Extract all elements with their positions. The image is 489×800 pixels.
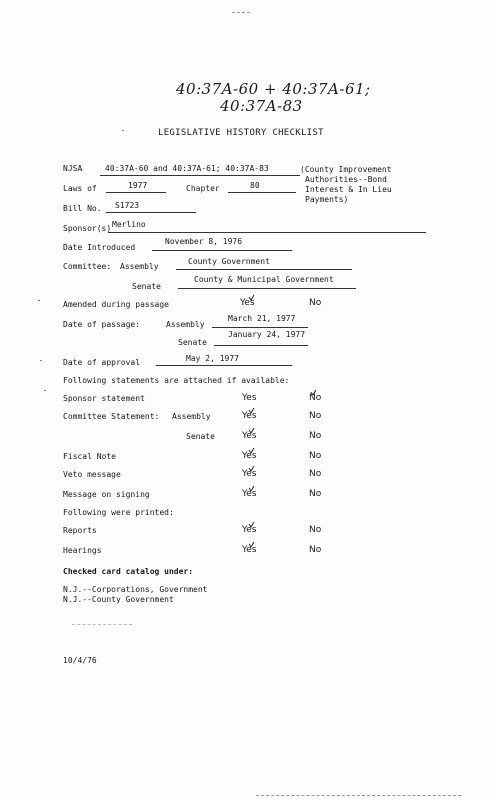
bill-underline bbox=[106, 212, 196, 213]
bottom-edge-mark bbox=[256, 795, 461, 796]
njsa-value: 40:37A-60 and 40:37A-61; 40:37A-83 bbox=[105, 164, 269, 173]
chapter-value: 80 bbox=[250, 181, 260, 190]
printed-heading: Following were printed: bbox=[63, 508, 174, 517]
laws-value: 1977 bbox=[128, 181, 148, 190]
committee-assembly-no: No bbox=[309, 411, 322, 421]
committee-statement-label: Committee Statement: bbox=[63, 412, 160, 421]
sponsor-statement-label: Sponsor statement bbox=[63, 394, 145, 403]
committee-assembly-label: Assembly bbox=[120, 262, 159, 271]
passage-senate-label: Senate bbox=[178, 338, 207, 347]
fiscal-note-no: No bbox=[309, 451, 322, 461]
page-title: LEGISLATIVE HISTORY CHECKLIST bbox=[158, 128, 324, 138]
message-on-signing-label: Message on signing bbox=[63, 490, 150, 499]
committee-statement-senate: Senate bbox=[186, 432, 215, 441]
veto-message-label: Veto message bbox=[63, 470, 121, 479]
passage-assembly-date: March 21, 1977 bbox=[228, 314, 296, 323]
handwritten-citation-line1: 40:37A-60 + 40:37A-61; bbox=[176, 80, 371, 98]
njsa-underline bbox=[100, 175, 300, 176]
committee-statement-assembly: Assembly bbox=[172, 412, 211, 421]
committee-assembly-value: County Government bbox=[188, 257, 270, 266]
scan-speck bbox=[122, 130, 124, 131]
hearings-label: Hearings bbox=[63, 546, 102, 555]
committee-senate-no: No bbox=[309, 431, 322, 441]
scan-speck bbox=[40, 360, 42, 361]
committee-assembly-underline bbox=[176, 269, 352, 270]
scan-smudge bbox=[72, 624, 132, 625]
catalog-line-1: N.J.--Corporations, Government bbox=[63, 585, 208, 594]
date-introduced-label: Date Introduced bbox=[63, 243, 136, 252]
amended-label: Amended during passage bbox=[63, 300, 169, 309]
sponsor-value: Merlino bbox=[112, 220, 146, 229]
message-on-signing-yes: Yes bbox=[242, 489, 257, 499]
committee-senate-underline bbox=[178, 288, 356, 289]
sponsor-label: Sponsor(s) bbox=[63, 224, 112, 233]
sponsor-underline bbox=[108, 232, 426, 233]
passage-assembly-underline bbox=[212, 327, 308, 328]
catalog-line-2: N.J.--County Government bbox=[63, 595, 174, 604]
reports-label: Reports bbox=[63, 526, 97, 535]
committee-assembly-yes: Yes bbox=[242, 411, 257, 421]
statements-heading: Following statements are attached if available: bbox=[63, 376, 290, 385]
description-line-2: Authorities--Bond bbox=[305, 175, 387, 184]
committee-senate-yes: Yes bbox=[242, 431, 257, 441]
hearings-yes: Yes bbox=[242, 545, 257, 555]
catalog-heading: Checked card catalog under: bbox=[63, 567, 194, 576]
veto-message-yes: Yes bbox=[242, 469, 257, 479]
amended-no: No bbox=[309, 298, 322, 308]
date-introduced-underline bbox=[152, 250, 292, 251]
laws-underline bbox=[106, 192, 166, 193]
committee-senate-label: Senate bbox=[132, 282, 161, 291]
scan-speck bbox=[38, 300, 40, 301]
committee-senate-value: County & Municipal Government bbox=[194, 275, 334, 284]
date-of-passage-label: Date of passage: bbox=[63, 320, 141, 329]
sponsor-statement-no: No bbox=[309, 393, 322, 403]
fiscal-note-yes: Yes bbox=[242, 451, 257, 461]
reports-yes: Yes bbox=[242, 525, 257, 535]
chapter-underline bbox=[228, 192, 296, 193]
date-of-approval-value: May 2, 1977 bbox=[186, 354, 239, 363]
laws-label: Laws of bbox=[63, 184, 97, 193]
description-line-3: Interest & In Lieu bbox=[305, 185, 392, 194]
handwritten-citation-line2: 40:37A-83 bbox=[220, 97, 303, 115]
committee-label: Committee: bbox=[63, 262, 112, 271]
description-line-1: (County Improvement bbox=[300, 165, 392, 174]
message-on-signing-no: No bbox=[309, 489, 322, 499]
bill-value: S1723 bbox=[115, 201, 140, 210]
passage-senate-date: January 24, 1977 bbox=[228, 330, 306, 339]
reports-no: No bbox=[309, 525, 322, 535]
date-introduced-value: November 8, 1976 bbox=[165, 237, 243, 246]
amended-yes: Yes bbox=[240, 298, 255, 308]
description-line-4: Payments) bbox=[305, 195, 349, 204]
passage-senate-underline bbox=[214, 345, 308, 346]
fiscal-note-label: Fiscal Note bbox=[63, 452, 116, 461]
bill-label: Bill No. bbox=[63, 204, 102, 213]
chapter-label: Chapter bbox=[186, 184, 220, 193]
sponsor-statement-yes: Yes bbox=[242, 393, 257, 403]
scan-speck bbox=[44, 390, 46, 391]
njsa-label: NJSA bbox=[63, 164, 83, 173]
veto-message-no: No bbox=[309, 469, 322, 479]
footer-date: 10/4/76 bbox=[63, 656, 97, 665]
passage-assembly-label: Assembly bbox=[166, 320, 205, 329]
scan-mark bbox=[232, 12, 250, 13]
date-of-approval-underline bbox=[156, 365, 292, 366]
hearings-no: No bbox=[309, 545, 322, 555]
date-of-approval-label: Date of approval bbox=[63, 358, 141, 367]
